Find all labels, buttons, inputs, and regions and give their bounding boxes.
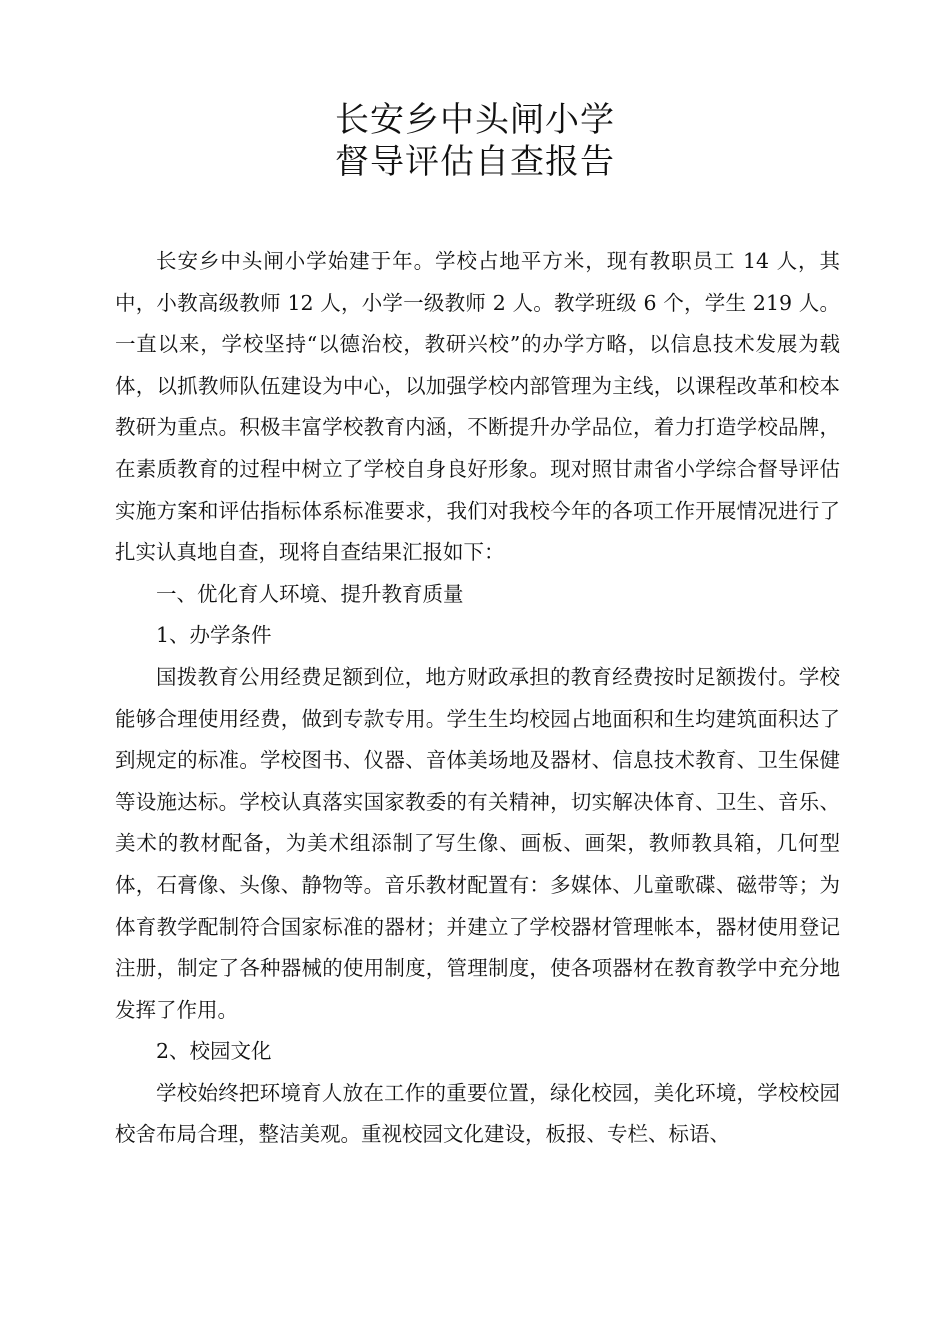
- school-conditions-paragraph: 国拨教育公用经费足额到位，地方财政承担的教育经费按时足额拨付。学校能够合理使用经费，做到专款专用。学生生均校园占地面积和生均建筑面积达了到规定的标准。学校图书、仪器、音体美场地及器材、信息技术教育、卫生保健等设施达标。学校认真落实国家教委的有关精神，切实解决体育、卫生、音乐、美术的教材配备，为美术组添制了写生像、画板、画架，教师教具箱，几何型体，石膏像、头像、静物等。音乐教材配置有：多媒体、儿童歌碟、磁带等；为体育教学配制符合国家标准的器材；并建立了学校器材管理帐本，器材使用登记注册，制定了各种器械的使用制度，管理制度，使各项器材在教育教学中充分地发挥了作用。: [115, 664, 840, 1022]
- campus-culture-paragraph: 学校始终把环境育人放在工作的重要位置，绿化校园，美化环境，学校校园校舍布局合理，整洁美观。重视校园文化建设，板报、专栏、标语、: [115, 1080, 840, 1147]
- document-title-line2: 督导评估自查报告: [335, 142, 615, 182]
- subsection-heading-2: 2、校园文化: [156, 1039, 272, 1064]
- document-title-line1: 长安乡中头闸小学: [335, 100, 615, 140]
- intro-paragraph: 长安乡中头闸小学始建于年。学校占地平方米，现有教职员工 14 人，其中，小教高级教师 12 人，小学一级教师 2 人。教学班级 6 个，学生 219 人。一直以来，学校坚持“以德治校，教研兴校”的办学方略，以信息技术发展为载体，以抓教师队伍建设为中心，以加强学校内部管理为主线，以课程改革和校本教研为重点。积极丰富学校教育内涵，不断提升办学品位，着力打造学校品牌，在素质教育的过程中树立了学校自身良好形象。现对照甘肃省小学综合督导评估实施方案和评估指标体系标准要求，我们对我校今年的各项工作开展情况进行了扎实认真地自查，现将自查结果汇报如下：: [115, 249, 840, 565]
- document-body: [115, 241, 840, 1156]
- section-heading-1: 一、优化育人环境、提升教育质量: [156, 581, 464, 606]
- subsection-heading-1: 1、办学条件: [156, 623, 272, 648]
